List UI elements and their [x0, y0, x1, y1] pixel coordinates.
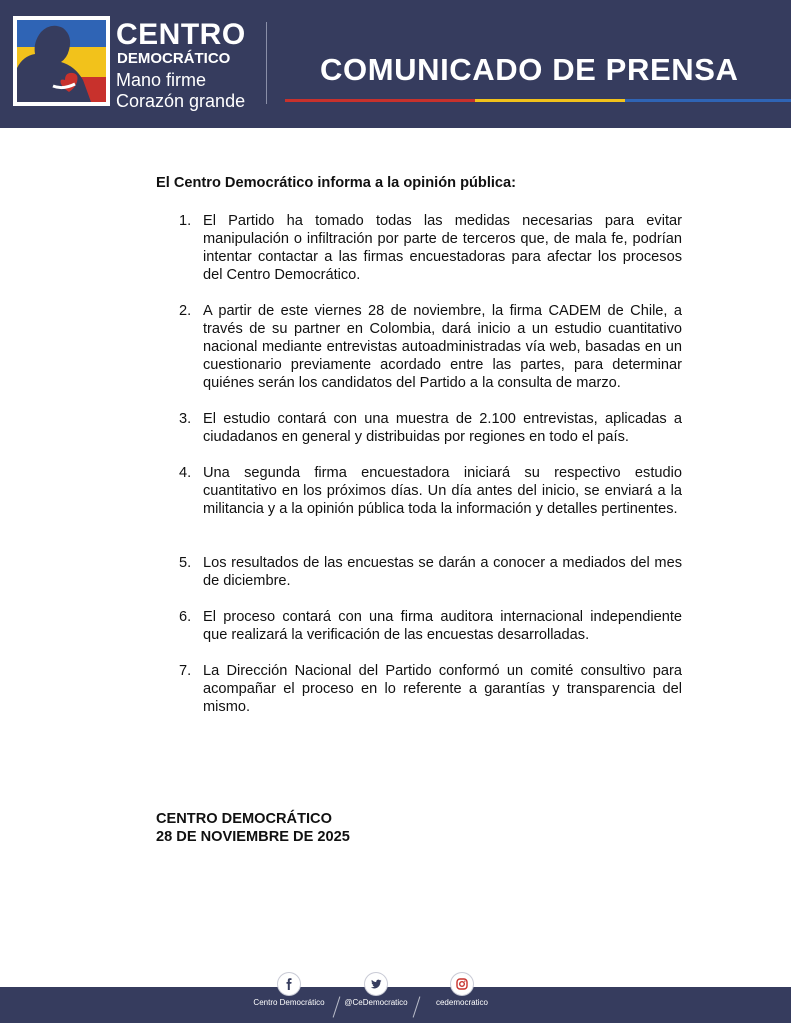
- item-number: 3.: [179, 411, 192, 427]
- item-number: 6.: [179, 609, 192, 625]
- list-item: [156, 662, 682, 716]
- instagram-handle: cedemocratico: [435, 998, 489, 1007]
- party-logo: [13, 16, 110, 106]
- release-body: [156, 174, 682, 716]
- header-divider: [266, 22, 267, 104]
- list-item: [156, 410, 682, 446]
- item-number: 4.: [179, 465, 192, 481]
- stripe-yellow: [475, 99, 625, 102]
- twitter-link[interactable]: [340, 973, 412, 1008]
- stripe-blue: [625, 99, 791, 102]
- signature-date: 28 DE NOVIEMBRE DE 2025: [156, 829, 350, 845]
- item-text: El estudio contará con una muestra de 2.100 entrevistas, aplicadas a ciudadanos en general y distribuidas por regiones en todo el país.: [203, 411, 682, 445]
- list-item: [156, 302, 682, 392]
- item-text: Una segunda firma encuestadora iniciará su respectivo estudio cuantitativo en los próximos días. Un día antes del inicio, se enviará a la militancia y a la opinión pública toda la información y detalles pertinentes.: [203, 465, 682, 517]
- twitter-handle: @CeDemocratico: [344, 998, 408, 1007]
- numbered-list: [156, 212, 682, 716]
- facebook-icon: [278, 973, 300, 995]
- intro-heading: El Centro Democrático informa a la opinión pública:: [156, 175, 517, 191]
- list-item: [156, 608, 682, 644]
- brand-name: CENTRO: [116, 18, 246, 51]
- list-item: [156, 464, 682, 518]
- list-item: [156, 554, 682, 590]
- signature-block: [156, 810, 350, 846]
- brand-block: [116, 20, 246, 112]
- item-number: 5.: [179, 555, 192, 571]
- item-number: 2.: [179, 303, 192, 319]
- instagram-link[interactable]: [420, 973, 504, 1008]
- list-item: [156, 212, 682, 284]
- item-text: A partir de este viernes 28 de noviembre, la firma CADEM de Chile, a través de su partner en Colombia, dará inicio a un estudio cuantitativo nacional mediante entrevistas autoadministradas vía web, basadas en un cuestionario previamente acordado entre las partes, para determinar quiénes serán los candidatos del Partido a la consulta de marzo.: [203, 303, 682, 391]
- facebook-handle: Centro Democrático: [253, 998, 325, 1007]
- item-text: El proceso contará con una firma auditora internacional independiente que realizará la verificación de las encuestas desarrolladas.: [203, 609, 682, 643]
- item-number: 7.: [179, 663, 192, 679]
- facebook-link[interactable]: [246, 973, 332, 1008]
- twitter-icon: [365, 973, 387, 995]
- press-release-title: COMUNICADO DE PRENSA: [320, 52, 739, 87]
- brand-slogan-2: Corazón grande: [116, 91, 246, 111]
- item-text: Los resultados de las encuestas se darán a conocer a mediados del mes de diciembre.: [203, 555, 682, 589]
- instagram-icon: [451, 973, 473, 995]
- brand-slogan-1: Mano firme: [116, 70, 207, 90]
- brand-subname: DEMOCRÁTICO: [117, 50, 231, 67]
- page-header: [0, 0, 791, 128]
- item-text: La Dirección Nacional del Partido conformó un comité consultivo para acompañar el proceso en lo referente a garantías y transparencia del mismo.: [203, 663, 682, 715]
- item-text: El Partido ha tomado todas las medidas necesarias para evitar manipulación o infiltración por parte de terceros que, de mala fe, podrían intentar contactar a las firmas encuestadoras para afectar los procesos del Centro Democrático.: [203, 213, 682, 283]
- item-number: 1.: [179, 213, 192, 229]
- signature-name: CENTRO DEMOCRÁTICO: [156, 811, 332, 827]
- stripe-red: [285, 99, 475, 102]
